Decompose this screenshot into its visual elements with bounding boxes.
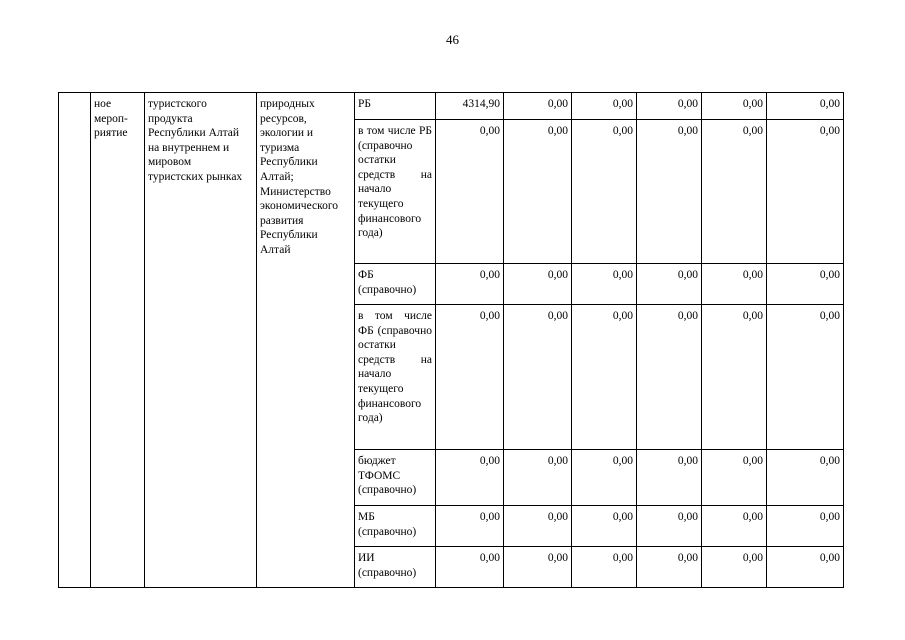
cell-value: 0,00 xyxy=(702,506,767,547)
table-body xyxy=(59,93,844,588)
cell-value: 0,00 xyxy=(767,547,844,588)
cell-value: 0,00 xyxy=(504,547,572,588)
cell-value: 0,00 xyxy=(572,93,637,120)
cell-activity-name: туристского продукта Республики Алтай на внутреннем и мировом туристских рынках xyxy=(145,93,257,588)
cell-value: 0,00 xyxy=(637,264,702,305)
cell-funding-source: в том числе ФБ (справочно остатки средств на начало текущего финансового года) xyxy=(355,305,436,450)
cell-executor: природных ресурсов, экологии и туризма Республики Алтай; Министерство экономического развития Республики Алтай xyxy=(257,93,355,588)
cell-value: 0,00 xyxy=(436,506,504,547)
cell-value: 0,00 xyxy=(436,547,504,588)
cell-value: 0,00 xyxy=(767,305,844,450)
cell-value: 0,00 xyxy=(637,305,702,450)
cell-funding-source: ФБ (справочно) xyxy=(355,264,436,305)
cell-value: 0,00 xyxy=(504,93,572,120)
cell-value: 0,00 xyxy=(767,450,844,506)
table-row xyxy=(59,93,844,120)
cell-value: 0,00 xyxy=(637,506,702,547)
cell-activity-type: ное мероп- риятие xyxy=(91,93,145,588)
cell-value: 0,00 xyxy=(572,305,637,450)
cell-value: 0,00 xyxy=(572,506,637,547)
budget-table xyxy=(58,92,844,588)
cell-funding-source: в том числе РБ (справочно остатки средств на начало текущего финансового года) xyxy=(355,120,436,264)
cell-value: 0,00 xyxy=(504,450,572,506)
cell-value: 0,00 xyxy=(767,93,844,120)
cell-value: 0,00 xyxy=(767,120,844,264)
cell-value: 0,00 xyxy=(572,120,637,264)
cell-value: 0,00 xyxy=(637,120,702,264)
cell-value: 0,00 xyxy=(637,93,702,120)
cell-value: 0,00 xyxy=(436,120,504,264)
cell-value: 0,00 xyxy=(436,305,504,450)
cell-value: 0,00 xyxy=(702,547,767,588)
cell-value: 0,00 xyxy=(702,450,767,506)
cell-value: 0,00 xyxy=(504,120,572,264)
cell-value: 0,00 xyxy=(572,264,637,305)
page-number: 46 xyxy=(446,32,459,47)
cell-funding-source: бюджет ТФОМС (справочно) xyxy=(355,450,436,506)
cell-value: 0,00 xyxy=(436,450,504,506)
cell-value: 0,00 xyxy=(637,547,702,588)
cell-value: 0,00 xyxy=(504,305,572,450)
cell-value: 0,00 xyxy=(702,264,767,305)
cell-value: 0,00 xyxy=(504,264,572,305)
cell-value: 0,00 xyxy=(637,450,702,506)
cell-value: 0,00 xyxy=(702,120,767,264)
cell-value: 0,00 xyxy=(572,547,637,588)
cell-value: 0,00 xyxy=(767,264,844,305)
cell-value: 0,00 xyxy=(702,93,767,120)
cell-value: 0,00 xyxy=(504,506,572,547)
cell-value: 4314,90 xyxy=(436,93,504,120)
cell-funding-source: ИИ (справочно) xyxy=(355,547,436,588)
cell-funding-source: МБ (справочно) xyxy=(355,506,436,547)
cell-value: 0,00 xyxy=(572,450,637,506)
cell-value: 0,00 xyxy=(436,264,504,305)
cell-funding-source: РБ xyxy=(355,93,436,120)
cell-number xyxy=(59,93,91,588)
cell-value: 0,00 xyxy=(702,305,767,450)
cell-value: 0,00 xyxy=(767,506,844,547)
